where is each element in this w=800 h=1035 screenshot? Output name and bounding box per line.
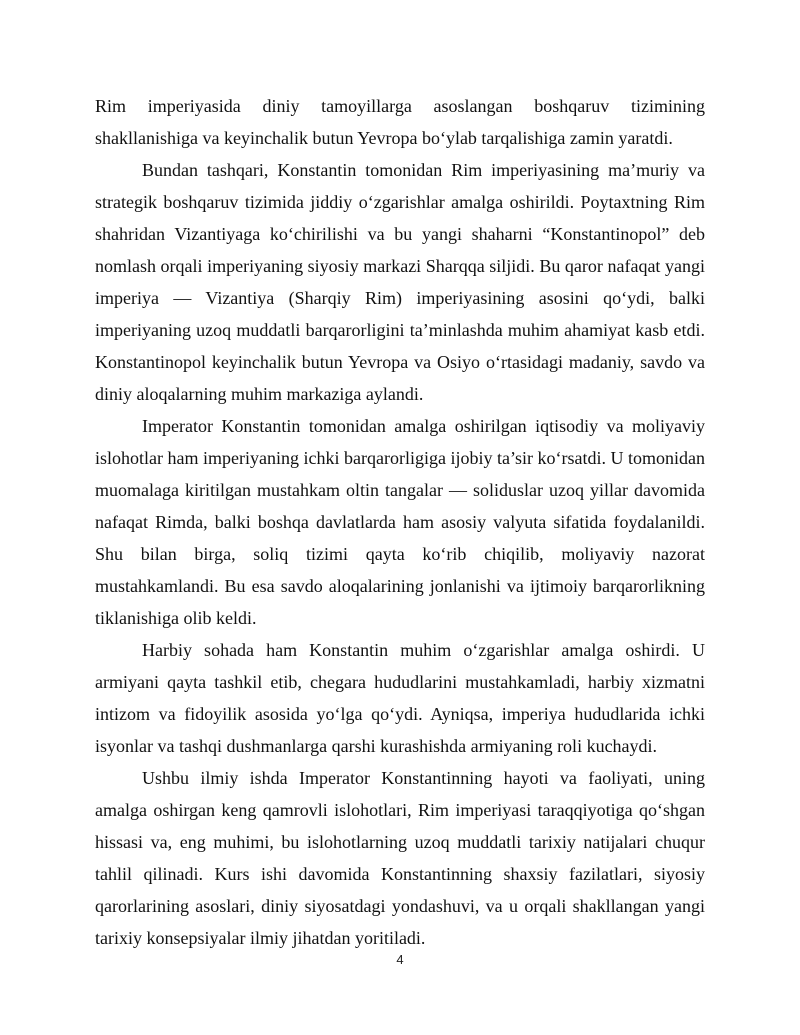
page-number: 4 [396,952,404,967]
body-text [95,90,705,954]
paragraph-capital-relocation: Bundan tashqari, Konstantin tomonidan Rim imperiyasining ma’muriy va strategik boshqaruv tizimida jiddiy o‘zgarishlar amalga oshirildi. Poytaxtning Rim shahridan Vizantiyaga ko‘chirilishi va bu yangi shaharni “Konstantinopol” deb nomlash orqali imperiyaning siyosiy markazi Sharqqa siljidi. Bu qaror nafaqat yangi imperiya — Vizantiya (Sharqiy Rim) imperiyasining asosini qo‘ydi, balki imperiyaning uzoq muddatli barqarorligini ta’minlashda muhim ahamiyat kasb etdi. Konstantinopol keyinchalik butun Yevropa va Osiyo o‘rtasidagi madaniy, savdo va diniy aloqalarning muhim markaziga aylandi. [95,160,705,404]
paragraph-economic-reforms: Imperator Konstantin tomonidan amalga oshirilgan iqtisodiy va moliyaviy islohotlar ham imperiyaning ichki barqarorligiga ijobiy ta’sir ko‘rsatdi. U tomonidan muomalaga kiritilgan mustahkam oltin tangalar — soliduslar uzoq yillar davomida nafaqat Rimda, balki boshqa davlatlarda ham asosiy valyuta sifatida foydalanildi. Shu bilan birga, soliq tizimi qayta ko‘rib chiqilib, moliyaviy nazorat mustahkamlandi. Bu esa savdo aloqalarining jonlanishi va ijtimoiy barqarorlikning tiklanishiga olib keldi. [95,416,705,628]
paragraph-research-scope: Ushbu ilmiy ishda Imperator Konstantinning hayoti va faoliyati, uning amalga oshirgan keng qamrovli islohotlari, Rim imperiyasi taraqqiyotiga qo‘shgan hissasi va, eng muhimi, bu islohotlarning uzoq muddatli tarixiy natijalari chuqur tahlil qilinadi. Kurs ishi davomida Konstantinning shaxsiy fazilatlari, siyosiy qarorlarining asoslari, diniy siyosatdagi yondashuvi, va u orqali shakllangan yangi tarixiy konsepsiyalar ilmiy jihatdan yoritiladi. [95,768,705,948]
paragraph-continuation: Rim imperiyasida diniy tamoyillarga asoslangan boshqaruv tizimining shakllanishiga va keyinchalik butun Yevropa bo‘ylab tarqalishiga zamin yaratdi. [95,96,705,148]
paragraph-military-reforms: Harbiy sohada ham Konstantin muhim o‘zgarishlar amalga oshirdi. U armiyani qayta tashkil etib, chegara hududlarini mustahkamladi, harbiy xizmatni intizom va fidoyilik asosida yo‘lga qo‘ydi. Ayniqsa, imperiya hududlarida ichki isyonlar va tashqi dushmanlarga qarshi kurashishda armiyaning roli kuchaydi. [95,640,705,756]
